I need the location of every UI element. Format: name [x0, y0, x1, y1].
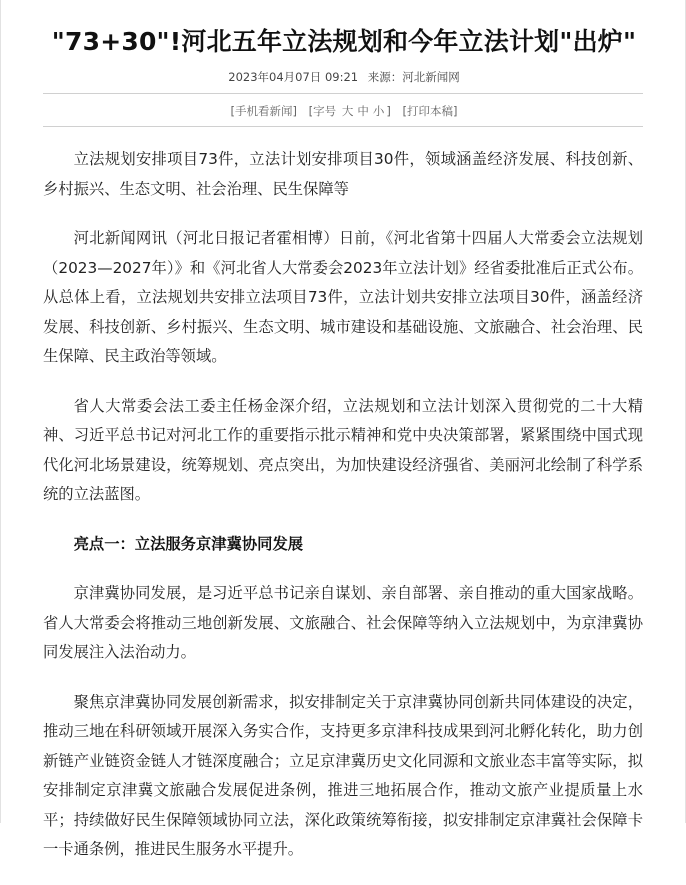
body-paragraph: 聚焦京津冀协同发展创新需求，拟安排制定关于京津冀协同创新共同体建设的决定，推动三地在科研领域开展深入务实合作，支持更多京津科技成果到河北孵化转化，助力创新链产业链资金链人才链深度融合；立足京津冀历史文化同源和文旅业态丰富等实际，拟安排制定京津冀文旅融合发展促进条例，推进三地拓展合作，推动文旅产业提质量上水平；持续做好民生保障领域协同立法，深化政策统筹衔接，拟安排制定京津冀社会保障卡一卡通条例，推进民生服务水平提升。: [43, 692, 643, 858]
publish-date: 2023年04月07日 09:21: [228, 70, 359, 84]
print-link[interactable]: [打印本稿]: [402, 104, 458, 118]
font-size-large-link[interactable]: 大: [341, 104, 354, 118]
article-body: [43, 145, 643, 885]
article-toolbar: [1, 103, 686, 119]
font-size-label: [字号: [308, 104, 337, 118]
source-info: [368, 70, 460, 84]
body-paragraph: 京津冀协同发展，是习近平总书记亲自谋划、亲自部署、亲自推动的重大国家战略。省人大常委会将推动三地创新发展、文旅融合、社会保障等纳入立法规划中，为京津冀协同发展注入法治动力。: [43, 584, 643, 661]
font-size-control: [309, 104, 391, 118]
font-size-bracket: ]: [386, 104, 391, 118]
font-size-small-link[interactable]: 小: [372, 104, 385, 118]
mobile-view-link[interactable]: [手机看新闻]: [230, 104, 298, 118]
article-title: "73+30"!河北五年立法规划和今年立法计划"出炉": [51, 27, 637, 56]
font-size-medium-link[interactable]: 中: [357, 104, 369, 118]
article-meta: [1, 69, 686, 85]
body-paragraph: 河北新闻网讯（河北日报记者霍相博）日前，《河北省第十四届人大常委会立法规划（2023—2027年）》和《河北省人大常委会2023年立法计划》经省委批准后正式公布。从总体上看，立法规划共安排立法项目73件，立法计划共安排立法项目30件，涵盖经济发展、科技创新、乡村振兴、生态文明、城市建设和基础设施、文旅融合、社会治理、民生保障、民主政治等领域。: [43, 229, 643, 365]
source-label: 来源：: [367, 70, 403, 84]
divider-top: [43, 93, 643, 94]
divider-bottom: [43, 126, 643, 127]
source-name: 河北新闻网: [402, 70, 460, 84]
body-paragraph: 省人大常委会法工委主任杨金深介绍，立法规划和立法计划深入贯彻党的二十大精神、习近平总书记对河北工作的重要指示批示精神和党中央决策部署，紧紧围绕中国式现代化河北场景建设，统筹规划、亮点突出，为加快建设经济强省、美丽河北绘制了科学系统的立法蓝图。: [43, 396, 643, 503]
summary-paragraph: 立法规划安排项目73件，立法计划安排项目30件，领域涵盖经济发展、科技创新、乡村振兴、生态文明、社会治理、民生保障等: [43, 150, 643, 198]
section-heading: 亮点一：立法服务京津冀协同发展: [73, 534, 304, 553]
